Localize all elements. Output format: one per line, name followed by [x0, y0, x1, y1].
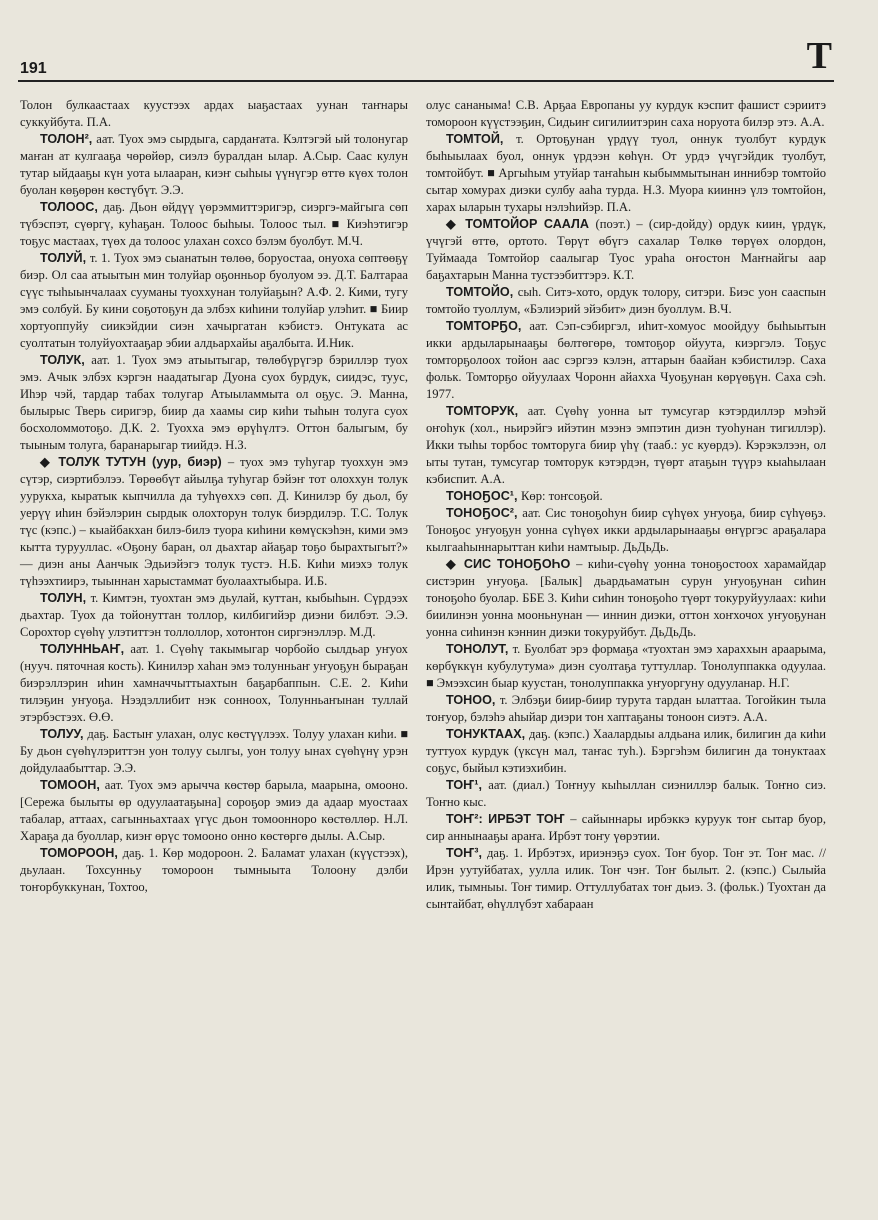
headword: ТОМОРООН,: [40, 846, 123, 860]
headword: ТОЛУННЬАҤ,: [40, 642, 131, 656]
headword: ТОҤ³,: [446, 846, 488, 860]
dictionary-entry: ТОНОЛУТ, т. Буолбат эрэ формаҕа «туохтан эмэ хараххын араарыма, көрбүккүн кубулутума» диэн суолтаҕа туттуллар. Тонолуппакка одуулаа. ■ Эмээхсин быар куустан, тонолуппакка уҥуоргуну одууланар. Н.Г.: [426, 642, 826, 690]
headword: ТОНОҔОС¹,: [446, 489, 521, 503]
header-rule: [18, 80, 834, 82]
headword: ТОМТОРҔО,: [446, 319, 530, 333]
headword: ТОҤ²: ИРБЭТ ТОҤ: [446, 812, 571, 826]
headword: ◆ СИС ТОНОҔОҺО: [446, 557, 577, 571]
page-number: 191: [20, 60, 47, 77]
headword: ТОМТОЙ,: [446, 132, 517, 146]
dictionary-entry: ТОМОРООН, даҕ. 1. Көр модороон. 2. Баламат улахан (күүстээх), дьулаан. Тохсунньу томороон тымныыта Толоону дэлби тоҥорбуккунан, Тохтоо,: [20, 846, 409, 894]
headword: ТОНУКТААХ,: [446, 727, 529, 741]
section-letter: Т: [806, 35, 832, 77]
dictionary-entry: ТОЛУННЬАҤ, аат. 1. Сүөһү такымыгар чорбойо сылдьар уҥуох (нууч. пяточная кость). Кинилэр хаһан эмэ толунньаҥ уҥуоҕун быраҕан биэрэллэрин иһин хамначчыттыахтын баҕарбаппын. С.Е. 2. Киһи тилэҕин уҥуоҕа. Нээдэллибит нэк сонноох, Толунньаҥынан туллай этэрбэстээх. Ө.Ө.: [20, 642, 408, 724]
headword: ТОЛУН,: [40, 591, 91, 605]
headword: ТОЛООС,: [40, 200, 104, 214]
dictionary-entry: ТОЛООС, даҕ. Дьон өйдүү үөрэммиттэригэр, сиэргэ-майгыга сөп түбэспэт, сүөргү, куһаҕан. Толоос быһыы. Толоос тыл. ■ Киэһэтигэр тоҕус мастаах, түөх да толоос улахан сохсо бэлэм буолбут. М.Ч.: [20, 200, 408, 248]
headword: ТОНОО,: [446, 693, 500, 707]
dictionary-entry: ТОМООН, аат. Туох эмэ арыччa көстөр барыла, маарына, омооно. [Сережа былыты өр одуулаатаҕына] сороҕор эмиэ да адаар муостаах табалар, аттаах, сагынньахтаах үгүс дьон томоонноро көстөллөр. Н.Л. Хараҕа да буоллар, киэҥ өрүс томооно онно көстөргө дылы. А.Сыр.: [20, 778, 408, 843]
dictionary-entry: ТОМТОЙ, т. Ортоҕунан үрдүү туол, оннук туолбут курдук быһыылаах буол, оннук үрдээн көһүн. От урдэ үчүгэйдик туолбут, томтойбут. ■ Аргыһым утуйар таҥаһын кыбыммытынан иннибэр томтойо сытар хомурах диэки сулбу ааһа турда. Н.З. Муора кииннэ үлэ томтойон, харах ыларын тухары нэлэһийэр. П.А.: [426, 132, 826, 214]
headword: ◆ ТОЛУК ТУТУН (уур, биэр): [40, 455, 228, 469]
dictionary-entry: ТОНОО, т. Элбэҕи биир-биир турута тардан ылаттаа. Тогойкин тыла тоҥуор, бэлэһэ аһыйар диэри тон хаптаҕаны тоноон сиэтэ. А.А.: [426, 693, 826, 724]
dictionary-entry: ТОҤ³, даҕ. 1. Ирбэтэх, ириэнэҕэ суох. Тоҥ буор. Тоҥ эт. Тоҥ мас. // Ирэн уутуйбатах, уулла илик. Тоҥ чэҥ. Тоҥ былыт. 2. (кэпс.) Сылыйа илик, тымныы. Тоҥ тимир. Оттуллубатах тоҥ дьиэ. 3. (фольк.) Туохтан да сынтайбат, өһүллүбэт хабараан: [426, 846, 826, 911]
dictionary-entry: ТОЛУН, т. Кимтэн, туохтан эмэ дьулай, куттан, кыбыһын. Сүрдээх дьахтар. Туох да тойонуттан толлор, килбигийэр диэни билбэт. Э.Э. Сорохтор сүөһү улэтиттэн толлоллор, хотонтон сиргэнэллэр. М.Д.: [20, 591, 409, 639]
dictionary-entry: ТОМТОРҔО, аат. Сэп-сэбиргэл, иһит-хомуос моойдуу быһыытын икки ардыларынааҕы бөлтөгөрө, томтоҕор ойуута, киэргэлэ. Тоҕус томторҕолоох тойон аас сэргээ кэлэн, аттарын баайан кэбистилэр. Саха фольк. Томторҕо ойуулаах Чоронн айахха Чуоҕунан көрүөҕүн. Саха сэһ. 1977.: [426, 319, 826, 401]
dictionary-entry: ТОЛОН², аат. Туох эмэ сырдыга, сардаҥата. Кэлтэгэй ый толонугар маҥан ат кулгааҕа чөрөйөр, сиэлэ буралдан ылар. А.Сыр. Саас кулун тутар ыйдааҕы күн уота ылааран, киэҥ сыһыы үүнүгэр өттө күөх толон буолан көҕөрөн көстүбүт. Э.Э.: [20, 132, 408, 197]
headword: ТОНОҔОС²,: [446, 506, 523, 520]
dictionary-entry: ТОМТОРУК, аат. Сүөһү уонна ыт тумсугар кэтэрдиллэр мэһэй оҥоһук (хол., ньирэйгэ ийэтин мээнэ эмпэтин диэн туоһунан тигиллэр). Икки тыһы торбос томторуга биир үһү (тааб.: ус куөрдэ). Кэрэкэлээн, ол ыты тутан, тумсугар томторук кэтэрдэн, түөрт атаҕын түүрэ кыаһылаан кэбиспит. А.А.: [426, 404, 826, 486]
headword: ТОЛУЙ,: [40, 251, 90, 265]
headword: ТОҤ¹,: [446, 778, 489, 792]
headword: ТОЛУК,: [40, 353, 92, 367]
dictionary-entry: ТОЛУУ, даҕ. Бастыҥ улахан, олус көстүүлээх. Толуу улахан киһи. ■ Бу дьон сүөһүлэриттэн уон толуу сылгы, уон толуу ынах сүөһүнү урэн дойдулаабыттар. Э.Э.: [20, 727, 408, 775]
headword: ТОЛОН²,: [40, 132, 97, 146]
headword: ТОМТОЙО,: [446, 285, 518, 299]
right-column: [426, 97, 826, 913]
dictionary-entry: ТОМТОЙО, сыһ. Ситэ-хото, ордук толору, ситэри. Биэс уон сааспын томтойо туоллум, «Бэлиэрий эйэбит» диэн буоллум. В.Ч.: [426, 285, 826, 316]
dictionary-entry: ◆ ТОЛУК ТУТУН (уур, биэр) – туох эмэ туһугар туоххун эмэ сүтэр, сиэртибэлээ. Төрөөбүт айылҕа туһугар бэйэҥ тот олоххун толук уурукха, кыратык кыпчилла да туһүөххэ сөп. Д. Кинилэр бу дьол, бу уерүү иһин бэйэлэрин сырдык олохторун толук биэрдилэр. Т.С. Толук түс (кэпс.) – кыайбакхан билэ-билэ туора киһини көмүскэһэн, кими эмэ кытта турууллас. «Оҕону баран, ол дьахтар айаҕар тоҕо бырахтыгыт?» — диэн аны Аанчык Эдьиэйэгэ толук тустэ. Н.Б. Киһи миэхэ толук түһээхтиирэ, тыыннан харыстаммат буолаахтыбыра. И.Б.: [20, 455, 408, 588]
dictionary-entry: ТОНУКТААХ, даҕ. (кэпс.) Хаалардыы алдьана илик, билигин да киһи туттуох курдук (үксүн мал, таҥас туһ.). Бэргэһэм билигин да тонуктаах соҕус, быйыл кэтиэхибин.: [426, 727, 826, 775]
dictionary-entry: ТОҤ²: ИРБЭТ ТОҤ – сайыннары ирбэккэ куруук тоҥ сытар буор, сир аннынааҕы араҥа. Ирбэт тоҥу үөрэтии.: [426, 812, 827, 843]
headword: ◆ ТОМТОЙОР СААЛА: [446, 217, 596, 231]
dictionary-entry: ТОНОҔОС¹, Көр: тоҥсоҕой.: [446, 489, 603, 503]
headword: ТОЛУУ,: [40, 727, 88, 741]
dictionary-entry: ТОЛУК, аат. 1. Туох эмэ атыытыгар, төлөбүрүгэр бэриллэр туох эмэ. Ачык элбэх кэргэн наадатыгар Дуона суох бурдук, сиидэс, туус, Иһэр чэй, тардар табах толугар Атыыламмыта ол оҕус. Э. Манна, былырыс Тверь сиригэр, биир да хаамы сир киһи тыһын толуга суох босхоломмотоҕо. Д.К. 2. Туохха эмэ өрүһүлтэ. Оттон балыгым, бу тыыным толуга, баранарыгар тиийдэ. Н.З.: [20, 353, 408, 452]
dictionary-entry: Толон булкаастаах куустээх ардах ыаҕастаах уунан таҥнары суккуйбута. П.А.: [20, 98, 408, 129]
headword: ТОМТОРУК,: [446, 404, 528, 418]
dictionary-entry: олус сананыма! С.В. Арҕаа Европаны уу курдук кэспит фашист сэриитэ томороон күүстээҕин, Сидьиҥ сигилиитэрин сахa норуота билэр этэ. А.А.: [426, 98, 826, 129]
left-column: [20, 97, 408, 896]
dictionary-entry: ◆ ТОМТОЙОР СААЛА (поэт.) – (сир-дойду) ордук киин, үрдүк, үчүгэй өттө, ортото. Төрүт өбүгэ сахалар Төлкө төрүөх олордон, Туймаада Томтойор саалыгар Туос урaһа оҥостон Маҥнайгы аар баҕахтарын Манна тустээбиттэрэ. К.Т.: [426, 217, 827, 282]
headword: ТОМООН,: [40, 778, 105, 792]
dictionary-entry: ТОЛУЙ, т. 1. Туох эмэ сыанатын төлөө, боруостаа, онуоха сөптөөҕү биэр. Ол саа атыытын мин толуйар оҕонньор буолуом ээ. Д.Т. Балтараа сүүс тыһыынчалаах сууманы туоххунан толуйаҕын? А.Ф. 2. Кими, тугу эмэ солбуй. Бу кини соҕотоҕун да элбэх киһини толуйар улэһит. ■ Биир хортуоппуйу сиикэйдии сиэн хачыргатан кэбистэ. Онтуката ас суолтатын толуйуохтааҕар эбии алдьархайы аҕалбыта. И.Ник.: [20, 251, 408, 350]
dictionary-entry: ◆ СИС ТОНОҔОҺО – киһи-сүөһү уонна тоноҕостоох харамайдар систэрин уҥуоҕа. [Балык] дьардьаматын сурун уҥуоҕунан сиһин тоноҕоһо буолар. ББЕ 3. Киһи сиһин тоноҕоһо түөрт токуруйуулаах: киһи биилинэн уонна мооньнунан — иннин диэки, оттон хоҥхочох уҥуоҕунан уонна сиһинэн кэннин диэки токуруйбут. ДьДьДь.: [426, 557, 826, 639]
headword: ТОНОЛУТ,: [446, 642, 513, 656]
dictionary-entry: ТОНОҔОС², аат. Сис тоноҕоһун биир сүһүөх уҥуоҕа, биир сүһүөҕэ. Тоноҕос уҥуоҕун уонна сүһүөх икки ардыларынааҕы өҥүргэс араҕалара кылгааһыннарыттан киһи намтыыр. ДьДьДь.: [426, 506, 826, 554]
dictionary-entry: ТОҤ¹, аат. (диал.) Тоҥнуу кыһыллан сиэниллэр балык. Тоҥно сиэ. Тоҥно кыс.: [426, 778, 826, 809]
